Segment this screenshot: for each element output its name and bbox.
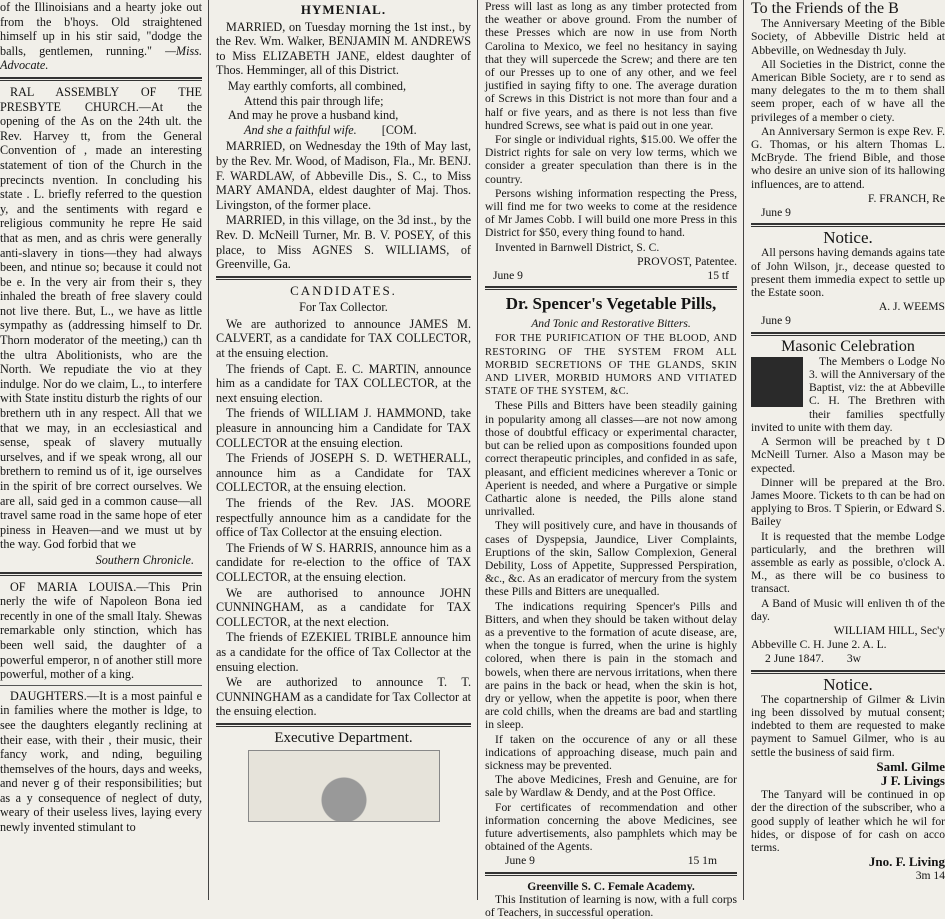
divider bbox=[751, 670, 945, 674]
article-daughters: DAUGHTERS.—It is a most painful e in families where the mother is ldge, to see the daughters elegantly reclining at their ease, with their , their music, their fancy work, and nding, beguiling themselves of the hours, days and weeks, and never g of their responsibilities; but as a y consequence of neglect of duty, weary of their useless lives, laying every newly invented stimulant to bbox=[0, 688, 202, 835]
marriage-notice: MARRIED, in this village, on the 3d inst., by the Rev. D. McNeill Turner, Mr. B. V. POSEY, of this place, to Miss AGNES S. WILLIAMS, of Greenville, Ga. bbox=[216, 213, 471, 272]
signature: J F. Livings bbox=[880, 772, 945, 788]
pills-dateline: June 9 15 1m bbox=[505, 854, 717, 868]
pills-advert: The indications requiring Spencer's Pills and Bitters, and when they should be taken without delay as a preventive to the formation of acute disease, are, when the tongue is furred, when the urine is highly colored, when there is pain in the stomach and bowels, when there are nervous irritations, when there are pains in the back or head, when the skin is hot, dry or yellow, when the appetite is poor, when there are cold chills, when the dreams are bad and startling in sleep. bbox=[485, 599, 737, 732]
candidate-notice: The friends of the Rev. JAS. MOORE respectfully announce him as a candidate for the office of Tax Collector at the ensuing election. bbox=[216, 496, 471, 540]
divider bbox=[751, 332, 945, 336]
press-dateline: June 9 15 tf bbox=[493, 269, 729, 283]
masonic-notice: The Members o Lodge No 3. will the Anniversary of the Baptist, viz: the at Abbeville C. H. The Brethren with their families spectfully invited to unite with them day. bbox=[751, 354, 945, 434]
press-advert: For single or individual rights, $15.00. We offer the District rights for sale on very low terms, which we consider a greater speculation than there is in the country. bbox=[485, 133, 737, 186]
estate-notice: All persons having demands agains tate of John Wilson, jr., decease quested to present them immedia expect to settle up the Estate soon. bbox=[751, 246, 945, 300]
bible-society-notice: An Anniversary Sermon is expe Rev. F. G. Thomas, or his altern Thomas L. McBryde. The friend Bible, and those who desire an unive sion of its hallowing influences, are to attend. bbox=[751, 124, 945, 191]
section-heading-executive: Executive Department. bbox=[274, 729, 413, 746]
bible-society-notice: All Societies in the District, conne the American Bible Society, are r to send as many delegates to the m to them shall seem proper, each of w have all the privileges of a member o ciety. bbox=[751, 57, 945, 124]
masonic-place: Abbeville C. H. June 2. A. L. bbox=[751, 638, 887, 652]
column-rule bbox=[743, 0, 744, 900]
section-heading-spencer-pills: Dr. Spencer's Vegetable Pills, bbox=[505, 294, 717, 314]
state-seal-engraving bbox=[248, 750, 440, 822]
column-1 bbox=[0, 0, 205, 900]
candidate-notice: We are authorized to announce JAMES M. CALVERT, as a candidate for TAX COLLECTOR, at the ensuing election. bbox=[216, 316, 471, 361]
article-presbyterian-assembly: RAL ASSEMBLY OF THE PRESBYTE CHURCH.—At the opening of the As on the 24th ult. the Rev. Harvey tt, from the General Convention of , made an interesting statement of tion of the Church in the precincts nvention. In concluding his state . L. briefly referred to the question y, and the sentiments with regard e religious community he repre He said that as men, and as chris were generally anti-slavery in tions—they had always been, and ntinue so; because it could not be e. In the very air from their s, they inhaled the breath of free slavery could not live there. But, L., we have as little sympathy as (addressing himself to Dr. Thorn moderator of the meeting,) can th the ultra Abolitionists, who are the North. We repudiate the vio at they indulge. Nor do we claim, L., to interfere with State institu disturb the rights of our brethern uth in any respect. All that we that we may, in an ecclesiastical and sense, speak of slavery mutually urselves, and if we speak wrong, all our brethern to remind us of it, ige ourselves in the spirit of bre correct ourselves. We are all, said ged in a common cause—all travel same road in the same hope of eter piness in Heaven—and we must ut by the way. God forbid that we bbox=[0, 84, 202, 552]
candidate-notice: The Friends of W S. HARRIS, announce him as a candidate for re-election to the office of TAX COLLECTOR, at the ensuing election. bbox=[216, 540, 471, 584]
verse-line: Attend this pair through life; bbox=[244, 93, 384, 108]
masonic-signature: WILLIAM HILL, Sec'y bbox=[833, 623, 945, 637]
section-subheading: For Tax Collector. bbox=[299, 300, 388, 315]
candidate-notice: The Friends of JOSEPH S. D. WETHERALL, announce him as a Candidate for TAX COLLECTOR, at the ensuing election. bbox=[216, 451, 471, 495]
column-3 bbox=[481, 0, 741, 919]
divider bbox=[0, 572, 202, 576]
section-heading-masonic: Masonic Celebration bbox=[781, 337, 915, 355]
bible-society-notice: The Anniversary Meeting of the Bible Society, of Abbeville Distric held at Abbeville, on Wednesday th July. bbox=[751, 17, 945, 57]
divider bbox=[0, 685, 202, 686]
column-4 bbox=[747, 0, 945, 900]
section-heading-notice-2: Notice. bbox=[823, 674, 873, 694]
pills-advert: If taken on the occurence of any or all these indications of approaching disease, much pain and sickness may be prevented. bbox=[485, 732, 737, 772]
section-heading-academy: Greenville S. C. Female Academy. bbox=[527, 879, 695, 893]
divider bbox=[216, 276, 471, 280]
masonic-notice: Dinner will be prepared at the Bro. James Moore. Tickets to th can be had on applying to Bros. T Spierin, or Edward S. Bailey bbox=[751, 475, 945, 529]
estate-date: June 9 bbox=[761, 314, 791, 328]
candidate-notice: We are authorised to announce JOHN CUNNINGHAM, as a candidate for TAX COLLECTOR, at the next election. bbox=[216, 585, 471, 629]
section-heading-candidates: CANDIDATES. bbox=[290, 282, 397, 298]
academy-advert: This Institution of learning is now, with a full corps of Teachers, in successful operation. bbox=[485, 892, 737, 919]
masonic-notice: A Sermon will be preached by t D McNeill Turner. Also a Mason may be expected. bbox=[751, 435, 945, 475]
section-subheading: And Tonic and Restorative Bitters. bbox=[531, 317, 691, 331]
article-maria-louisa: OF MARIA LOUISA.—This Prin nerly the wife of Napoleon Bona ied recently in one of the small Italy. Shewas remarkable only stinction, which has been well said, the daughter of a powerful emperor, n of another still more powerful, mother of a king. bbox=[0, 579, 202, 682]
section-heading-bible-society: To the Friends of the B bbox=[751, 0, 899, 17]
article-illinois-end: of the Illinoisians and a hearty joke out from the b'hoys. Old straightened himself up in his stir said, "dodge the balls, gentlemen, running." —Miss. Advocate. bbox=[0, 0, 203, 73]
masonic-dateline: 2 June 1847. 3w bbox=[765, 652, 862, 666]
notice-code: 3m 14 bbox=[915, 869, 945, 883]
column-2 bbox=[212, 0, 475, 900]
signature: Saml. Gilme bbox=[876, 758, 945, 774]
verse-line: And she a faithful wife. [COM. bbox=[244, 122, 417, 137]
divider bbox=[0, 77, 202, 81]
candidate-notice: The friends of Capt. E. C. MARTIN, announce him as a candidate for TAX COLLECTOR, at the next ensuing election. bbox=[216, 361, 471, 405]
tanyard-notice: The Tanyard will be continued in op der the direction of the subscriber, who a good supply of leather which he wil for hides, or dispose of for cash on acco terms. bbox=[751, 788, 945, 854]
candidate-notice: The friends of EZEKIEL TRIBLE announce him as a candidate for the office of Tax Collector at the ensuing election. bbox=[216, 630, 471, 674]
pills-advert: For certificates of recommendation and other information concerning the above Medicines, see future advertisements, also pamphlets which may be obtained of the Agents. bbox=[485, 800, 737, 854]
section-heading-hymenial: HYMENIAL. bbox=[300, 2, 387, 17]
candidate-notice: The friends of WILLIAM J. HAMMOND, take pleasure in announcing him a Candidate for TAX COLLECTOR at the ensuing election. bbox=[216, 406, 471, 450]
press-advert: Persons wishing information respecting the Press, will find me for two weeks to come at the residence of Mr James Cobb. I will build one more Press in this District for $50, every thing found to hand. bbox=[485, 186, 737, 240]
masonic-notice: It is requested that the membe Lodge particularly, and the brethren will assemble as early as possible, o'clock A. M., as there will be co business to transact. bbox=[751, 529, 945, 596]
press-advert: Press will last as long as any timber protected from the weather or above ground. From the number of these Presses which are now in use from North Carolina to Mexico, we feel no hesitancy in saying that they will supercede the Screw; and there are ten of our Presses up to one of any other, and we feel justified in saying fifty to one. The average duration of Screws in this District is not more than four and a half or five years, and as there is not less than five hundred Screws, see what is paid out in one year. bbox=[485, 0, 737, 132]
column-rule bbox=[208, 0, 209, 900]
verse-line: And may he prove a husband kind, bbox=[228, 108, 399, 123]
signature: Jno. F. Living bbox=[868, 854, 945, 870]
divider bbox=[751, 223, 945, 227]
divider bbox=[485, 286, 737, 290]
press-advert: Invented in Barnwell District, S. C. bbox=[495, 240, 660, 254]
pills-advert: FOR THE PURIFICATION OF THE BLOOD, AND RESTORING OF THE SYSTEM FROM ALL MORBID SECRETIONS OF THE GLANDS, SKIN AND LIVER, MORBID HUMORS AND VITIATED STATE OF THE SYSTEM, &C. bbox=[485, 333, 737, 398]
verse-line: May earthly comforts, all combined, bbox=[228, 78, 407, 93]
masonic-emblem-icon bbox=[751, 357, 803, 407]
column-rule bbox=[477, 0, 478, 900]
candidate-notice: We are authorized to announce T. T. CUNNINGHAM as a candidate for Tax Collector at the ensuing election. bbox=[216, 675, 471, 719]
article-source: Southern Chronicle. bbox=[95, 552, 194, 567]
pills-advert: The above Medicines, Fresh and Genuine, are for sale by Wardlaw & Dendy, and at the Post Office. bbox=[485, 773, 737, 800]
estate-signature: A. J. WEEMS bbox=[878, 300, 945, 314]
bible-society-date: June 9 bbox=[761, 206, 791, 220]
copartnership-notice: The copartnership of Gilmer & Livin ing been dissolved by mutual consent; indebted to them are requested to make payment to Samuel Gilmer, who is au settle the business of said firm. bbox=[751, 692, 945, 759]
pills-advert: They will positively cure, and have in thousands of cases of Dyspepsia, Jaundice, Liver Complaints, Eruptions of the skin, Sallow Complexion, General Debility, Loss of Appetite, Suppressed Perspiration, &c., &c. As an eradicator of mercury from the system these Pills and Bitters are unequalled. bbox=[485, 519, 737, 599]
bible-society-signature: F. FRANCH, Re bbox=[867, 191, 945, 205]
marriage-notice: MARRIED, on Wednesday the 19th of May last, by the Rev. Mr. Wood, of Madison, Fla., Mr. BENJ. F. WARDLAW, of Abbeville Dis., S. C., to Miss MARY AMANDA, eldest daughter of Maj. Thos. Livingston, of the former place. bbox=[216, 139, 471, 212]
divider bbox=[485, 872, 737, 876]
section-heading-notice: Notice. bbox=[823, 228, 873, 248]
marriage-notice: MARRIED, on Tuesday morning the 1st inst., by the Rev. Wm. Walker, BENJAMIN M. ANDREWS to Miss ELIZABETH JANE, eldest daughter of Thos. Hemminger, all of this District. bbox=[216, 19, 471, 78]
divider bbox=[216, 723, 471, 727]
pills-advert: These Pills and Bitters have been steadily gaining in popularity among all classes—are not now among those of doubtful efficacy or experimental character, but can be relied upon as compositions founded upon correct therapeutic principles, and confided in as safe, pleasant, and efficient medicines wherever a Tonic or Aperient is needed, and where a Purgative or simple Cathartic alone is needed, the Pills alone stand unrivalled. bbox=[485, 399, 737, 519]
masonic-notice: A Band of Music will enliven th of the day. bbox=[751, 596, 945, 623]
press-signature: PROVOST, Patentee. bbox=[637, 254, 737, 268]
